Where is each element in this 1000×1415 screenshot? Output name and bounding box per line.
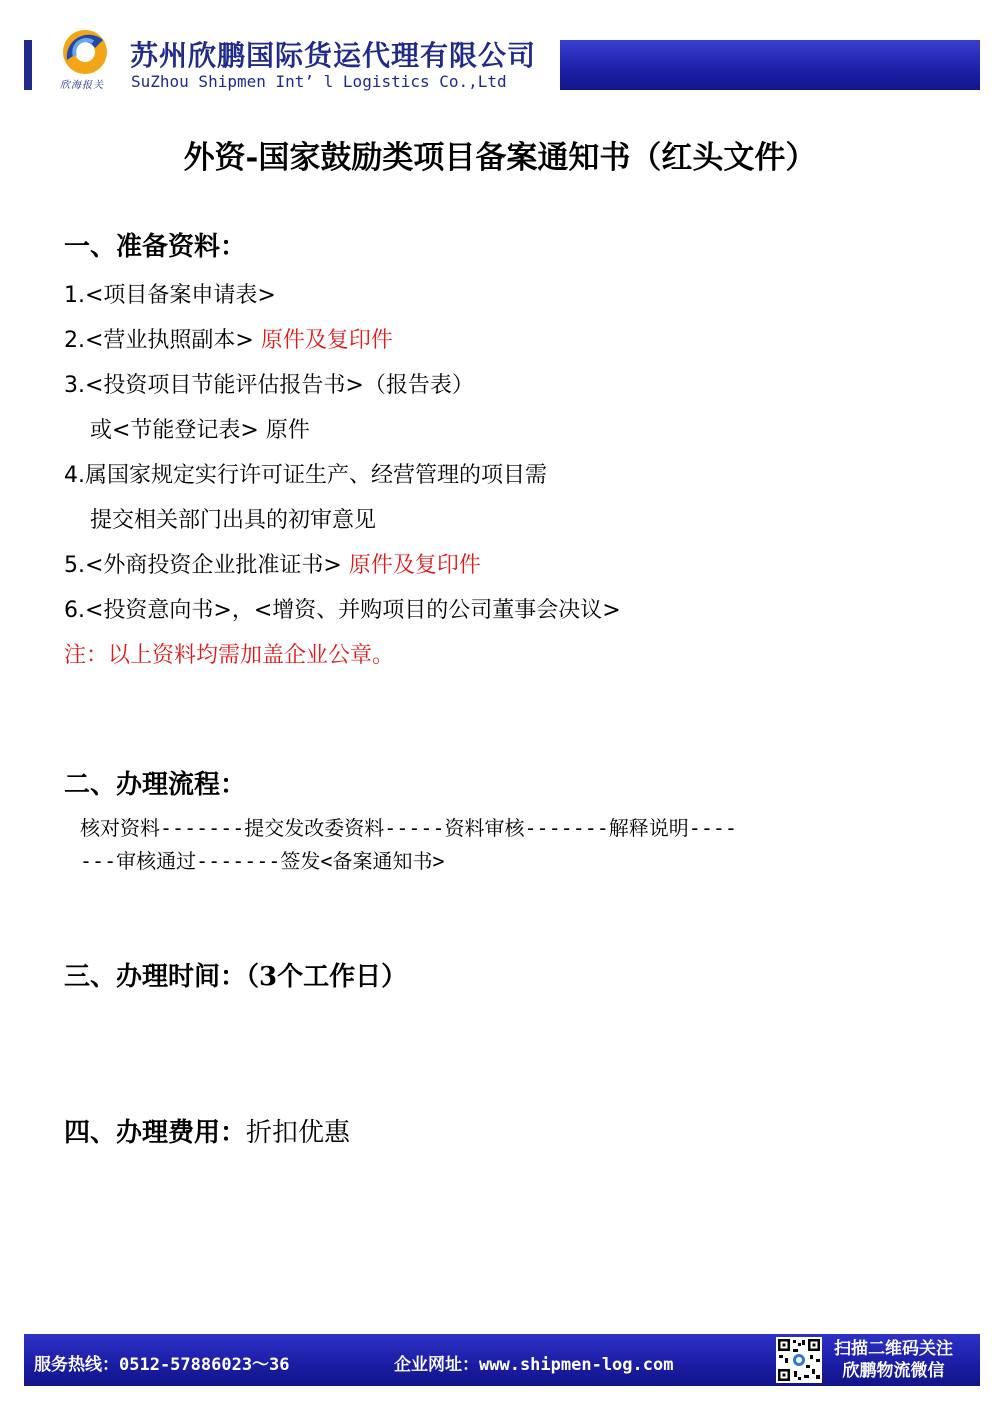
- list-item: 3.<投资项目节能评估报告书>（报告表）: [64, 373, 474, 398]
- list-item: 或<节能登记表> 原件: [90, 418, 310, 443]
- document-title: 外资-国家鼓励类项目备案通知书（红头文件）: [183, 140, 817, 176]
- header-left-bar: [24, 40, 32, 90]
- section2-heading: 二、办理流程：: [64, 770, 247, 800]
- flow-line-2: ---审核通过-------签发<备案通知书>: [80, 849, 445, 873]
- qr-code-icon: [776, 1337, 822, 1383]
- section4-heading: [64, 1112, 350, 1149]
- footer-follow-text: [834, 1338, 953, 1382]
- list-item: 提交相关部门出具的初审意见: [90, 508, 377, 533]
- footer-hotline: [34, 1350, 290, 1375]
- follow-line-1: 扫描二维码关注: [834, 1339, 953, 1359]
- list-item: 2.<营业执照副本> 原件及复印件: [64, 328, 393, 353]
- company-name-cn: 苏州欣鹏国际货运代理有限公司: [130, 39, 537, 72]
- section4-value: 折扣优惠: [246, 1118, 351, 1148]
- company-name-en: SuZhou Shipmen Int’ l Logistics Co.,Ltd: [131, 72, 507, 91]
- logo-caption: 欣海报关: [60, 80, 104, 91]
- website-label: 企业网址：: [394, 1355, 479, 1375]
- flow-line-1: 核对资料-------提交发改委资料-----资料审核-------解释说明----: [80, 816, 737, 840]
- list-item: 6.<投资意向书>，<增资、并购项目的公司董事会决议>: [64, 598, 621, 623]
- section1-heading: 一、准备资料：: [64, 232, 247, 262]
- header-right-bar: [560, 40, 980, 90]
- list-item: 5.<外商投资企业批准证书> 原件及复印件: [64, 553, 481, 578]
- footer-bar: [24, 1334, 980, 1386]
- note-text: 注：以上资料均需加盖企业公章。: [64, 643, 395, 668]
- section3-heading: 三、办理时间：（3个工作日）: [64, 962, 408, 992]
- section4-label: 四、办理费用：: [64, 1118, 247, 1148]
- website-link[interactable]: www.shipmen-log.com: [479, 1355, 674, 1375]
- footer-website: [394, 1350, 673, 1375]
- list-item: 1.<项目备案申请表>: [64, 283, 276, 308]
- list-item: 4.属国家规定实行许可证生产、经营管理的项目需: [64, 463, 547, 488]
- hotline-value: 0512-57886023～36: [119, 1355, 290, 1375]
- hotline-label: 服务热线：: [34, 1355, 119, 1375]
- follow-line-2: 欣鹏物流微信: [842, 1361, 945, 1381]
